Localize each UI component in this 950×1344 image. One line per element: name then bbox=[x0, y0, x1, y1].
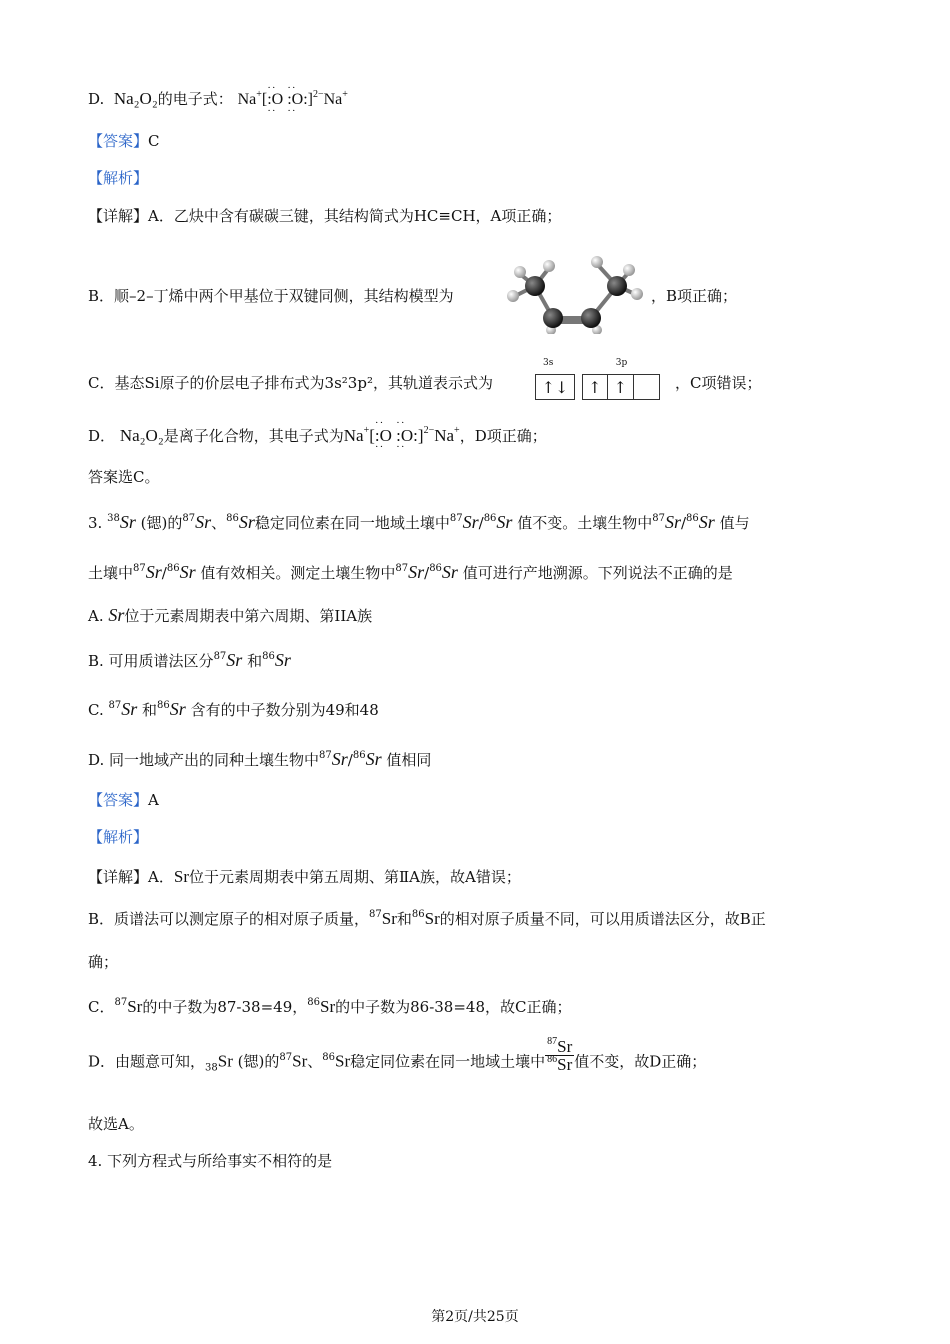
q3-exp-d: D．由题意可知，$_{38}$Sr (锶)的$^{87}$Sr、$^{86}$Sr稳定同位素在同一地域土壤中 $\frac{^{87}Sr}{^{86}Sr}$ 值不变，故D正确； bbox=[88, 1036, 707, 1074]
q2-analysis-tag: 【解析】 bbox=[88, 169, 149, 187]
q3-answer: 【答案】A bbox=[88, 791, 159, 809]
q2-exp-b-post: ，B项正确； bbox=[651, 287, 738, 305]
q2-answer: 【答案】C bbox=[88, 132, 160, 150]
page-footer: 第2页/共25页 bbox=[431, 1309, 519, 1325]
q2-exp-c: C．基态Si原子的价层电子排布式为3s²3p²，其轨道表示式为 bbox=[88, 374, 493, 392]
q3-exp-b: B．质谱法可以测定原子的相对原子质量，$^{87}$Sr和$^{86}$Sr的相对原子质量不同，可以用质谱法区分，故B正 bbox=[88, 909, 766, 928]
q3-conclusion: 故选A。 bbox=[88, 1115, 144, 1133]
q3-analysis-tag: 【解析】 bbox=[88, 828, 149, 846]
sr-ratio-fraction: $\frac{^{87}Sr}{^{86}Sr}$ bbox=[547, 1036, 573, 1074]
q3-option-c: C. $^{87}$Sr 和$^{86}$Sr 含有的中子数分别为49和48 bbox=[88, 699, 379, 719]
q3-option-d: D. 同一地域产出的同种土壤生物中$^{87}$Sr/$^{86}$Sr 值相同 bbox=[88, 749, 432, 769]
q3-exp-b-cont: 确； bbox=[88, 953, 119, 971]
cis-2-butene-model-image bbox=[505, 252, 650, 334]
na2o2-electron-formula-exp: Na+[·· :O ·· ·· :O: ··]$^{2-}$Na+ bbox=[344, 426, 460, 445]
q2-exp-c-post: ，C项错误； bbox=[675, 374, 762, 392]
q4-stem: 4. 下列方程式与所给事实不相符的是 bbox=[88, 1152, 333, 1170]
q2-exp-d: D． Na₂O₂是离子化合物，其电子式为Na+[·· :O ·· ·· :O: ··]$^{2-}$Na+，D项正确； bbox=[88, 427, 547, 444]
q2-exp-a: 【详解】A．乙炔中含有碳碳三键，其结构简式为HC≡CH，A项正确； bbox=[88, 207, 562, 225]
q2-option-d: D. Na₂O₂的电子式： Na+[·· :O ·· ·· :O: ··]$^{2-}$Na+ bbox=[88, 90, 348, 108]
q3-exp-c: C．$^{87}$Sr的中子数为87-38=49，$^{86}$Sr的中子数为86-38=48，故C正确； bbox=[88, 997, 572, 1016]
q3-option-a: A. Sr位于元素周期表中第六周期、第IIA族 bbox=[88, 605, 373, 625]
q2-conclusion: 答案选C。 bbox=[88, 468, 160, 486]
q2-exp-b: B．顺–2–丁烯中两个甲基位于双键同侧，其结构模型为 bbox=[88, 287, 454, 305]
q3-option-b: B. 可用质谱法区分$^{87}$Sr 和$^{86}$Sr bbox=[88, 650, 291, 670]
q3-exp-a: 【详解】A．Sr位于元素周期表中第五周期、第ⅡA族，故A错误； bbox=[88, 867, 521, 886]
orbital-diagram: 3s ↑↓ 3p ↑ ↑ bbox=[535, 374, 660, 400]
q3-stem-line2: 土壤中$^{87}$Sr/$^{86}$Sr 值有效相关。测定土壤生物中$^{87}$Sr/$^{86}$Sr 值可进行产地溯源。下列说法不正确的是 bbox=[88, 562, 733, 582]
na2o2-electron-formula: Na+[·· :O ·· ·· :O: ··]$^{2-}$Na+ bbox=[238, 91, 348, 108]
q3-stem-line1: 3. $^{38}$Sr (锶)的$^{87}$Sr、$^{86}$Sr稳定同位素在同一地域土壤中$^{87}$Sr/$^{86}$Sr 值不变。土壤生物中$^{87}$Sr/$^{86}$Sr 值与 bbox=[88, 512, 750, 532]
na2o2-formula: Na₂O₂ bbox=[113, 89, 158, 108]
